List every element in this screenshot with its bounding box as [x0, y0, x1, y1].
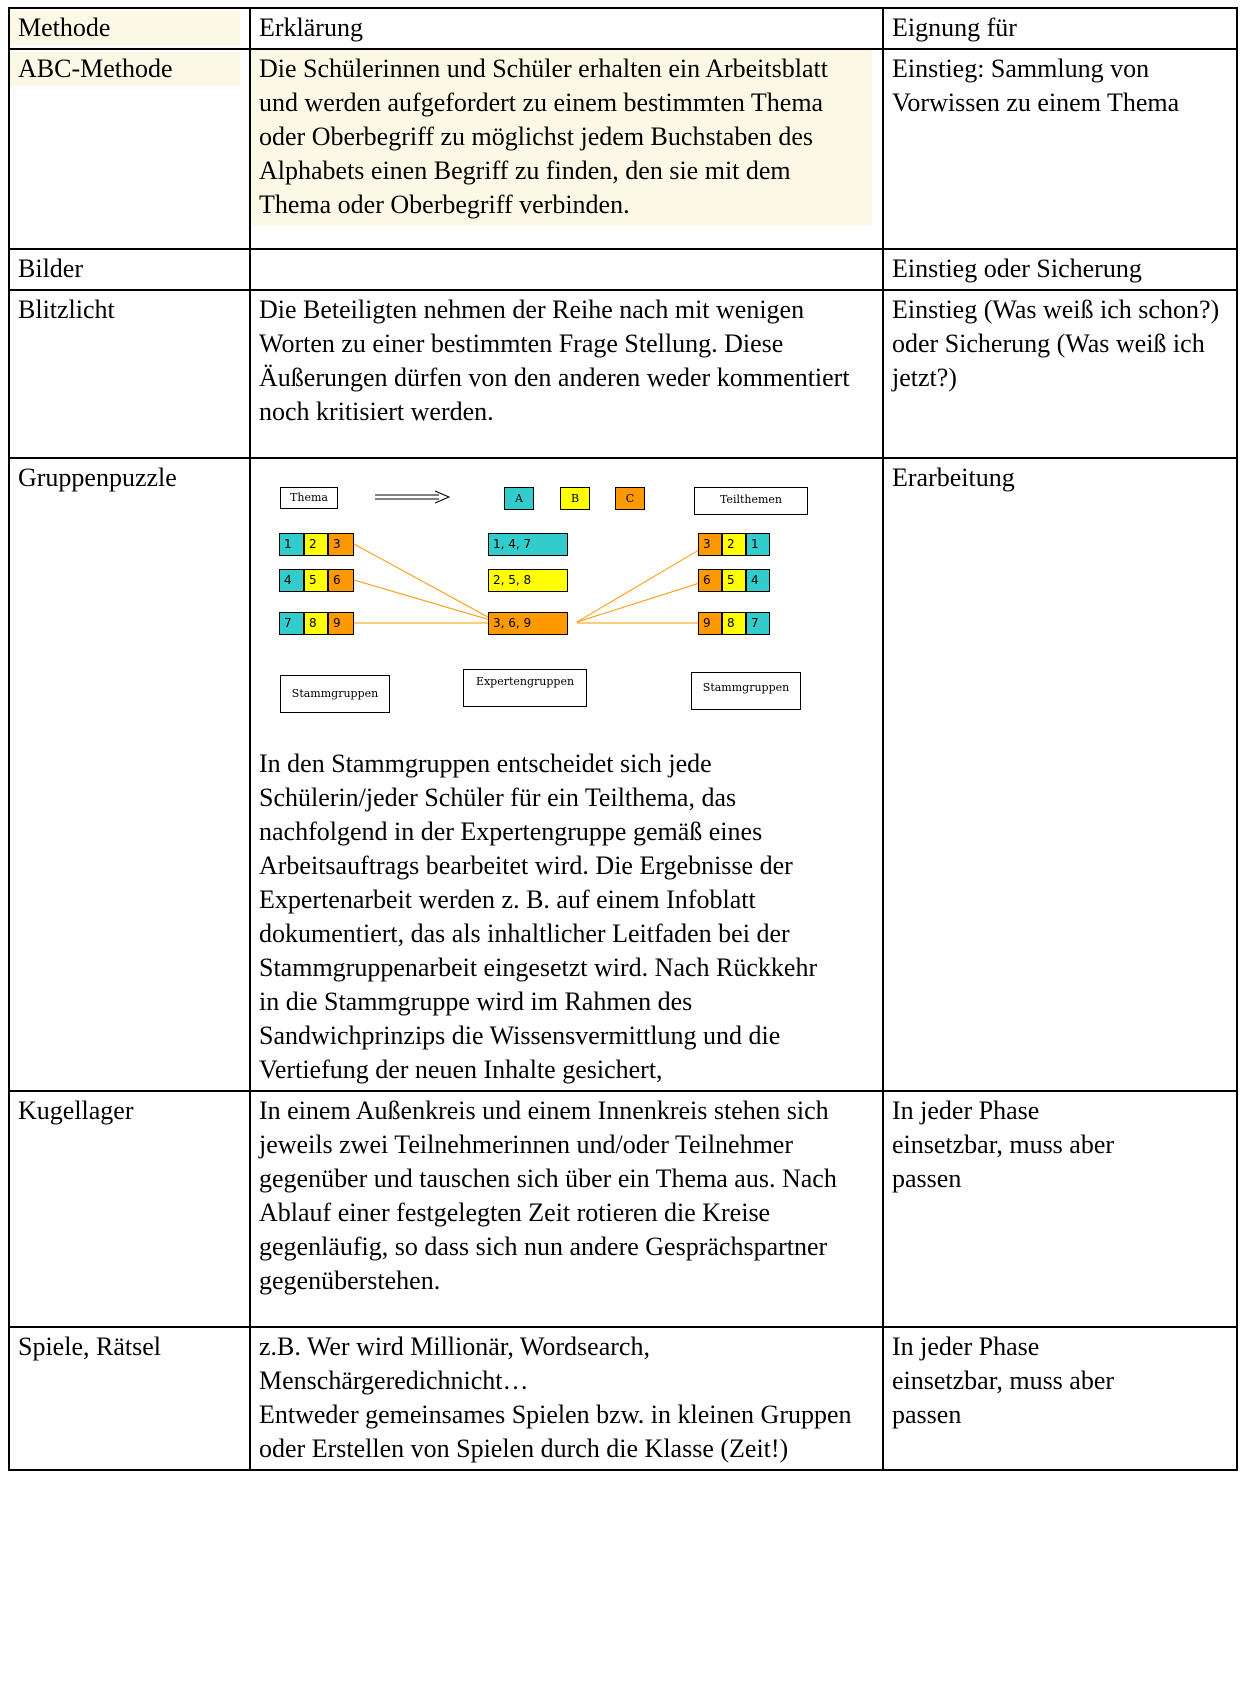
header-cell-explanation [250, 8, 883, 49]
method-name: ABC-Methode [10, 52, 240, 86]
group-cell: 2 [304, 533, 328, 556]
letter-c: C [625, 492, 635, 505]
letter-box-b [560, 487, 590, 510]
header-cell-suitability [883, 8, 1237, 49]
expert-group-box: 2, 5, 8 [488, 569, 568, 592]
expert-group-box: 1, 4, 7 [488, 533, 568, 556]
header-method: Methode [10, 11, 240, 45]
method-name: Spiele, Rätsel [18, 1332, 161, 1361]
suitability-cell [883, 1327, 1237, 1470]
table-row [9, 1091, 1237, 1327]
method-name: Bilder [18, 254, 83, 283]
methods-table [8, 7, 1238, 1471]
method-cell [9, 290, 250, 458]
explanation-text: Die Schülerinnen und Schüler erhalten ein Arbeitsblatt und werden aufgefordert zu einem bestimmten Thema oder Oberbegriff zu möglichst jedem Buchstaben des Alphabets einen Begriff zu finden, den sie mit dem Thema oder Oberbegriff verbinden. [251, 50, 872, 225]
group-cell: 6 [698, 569, 722, 592]
group-cell: 7 [746, 612, 770, 635]
explanation-text: z.B. Wer wird Millionär, Wordsearch, Menschärgeredichnicht… Entweder gemeinsames Spielen bzw. in kleinen Gruppen oder Erstellen von Spielen durch die Klasse (Zeit!) [259, 1332, 852, 1463]
teilthemen-box [694, 487, 808, 515]
method-cell [9, 1327, 250, 1470]
group-cell: 5 [304, 569, 328, 592]
group-cell: 1 [746, 533, 770, 556]
explanation-cell [250, 1327, 883, 1470]
group-cell: 8 [722, 612, 746, 635]
stammgruppen-right-box [691, 672, 801, 710]
table-row [9, 290, 1237, 458]
group-cell: 3 [698, 533, 722, 556]
explanation-cell [250, 249, 883, 290]
group-cell: 3 [328, 533, 354, 556]
group-cell: 9 [698, 612, 722, 635]
teilthemen-label: Teilthemen [719, 493, 783, 506]
group-puzzle-diagram [259, 461, 859, 747]
suitability-text: Erarbeitung [892, 463, 1015, 492]
method-cell [9, 249, 250, 290]
table-row [9, 1327, 1237, 1470]
explanation-text: Die Beteiligten nehmen der Reihe nach mit wenigen Worten zu einer bestimmten Frage Stellung. Diese Äußerungen dürfen von den anderen weder kommentiert noch kritisiert werden. [259, 295, 850, 426]
arrow-icon [375, 491, 449, 503]
header-suitability: Eignung für [892, 13, 1017, 42]
group-cell: 8 [304, 612, 328, 635]
suitability-cell [883, 49, 1237, 249]
header-cell-method [9, 8, 250, 49]
suitability-cell [883, 1091, 1237, 1327]
thema-label: Thema [290, 491, 328, 504]
group-cell: 4 [279, 569, 304, 592]
method-cell [9, 49, 250, 249]
explanation-cell [250, 1091, 883, 1327]
method-name: Blitzlicht [18, 295, 115, 324]
table-row [9, 49, 1237, 249]
suitability-cell [883, 249, 1237, 290]
suitability-text: Einstieg: Sammlung von Vorwissen zu einem Thema [892, 54, 1180, 117]
suitability-text: Einstieg oder Sicherung [892, 254, 1142, 283]
suitability-text: In jeder Phase einsetzbar, muss aber passen [892, 1332, 1115, 1429]
table-row [9, 249, 1237, 290]
suitability-text: Einstieg (Was weiß ich schon?) oder Sicherung (Was weiß ich jetzt?) [892, 295, 1220, 392]
letter-a: A [515, 492, 523, 505]
expert-group-box: 3, 6, 9 [488, 612, 568, 635]
suitability-cell [883, 290, 1237, 458]
group-cell: 5 [722, 569, 746, 592]
table-row [9, 458, 1237, 1091]
suitability-cell [883, 458, 1237, 1091]
letter-box-c [615, 487, 645, 510]
stammgruppen-left-box [280, 675, 390, 713]
suitability-text: In jeder Phase einsetzbar, muss aber passen [892, 1096, 1115, 1193]
explanation-cell [250, 458, 883, 1091]
method-name: Kugellager [18, 1096, 134, 1125]
group-cell: 6 [328, 569, 354, 592]
header-explanation: Erklärung [259, 13, 363, 42]
group-cell: 1 [279, 533, 304, 556]
thema-box [280, 487, 338, 509]
method-cell [9, 458, 250, 1091]
letter-b: B [570, 492, 580, 505]
table-header-row [9, 8, 1237, 49]
group-cell: 7 [279, 612, 304, 635]
method-name: Gruppenpuzzle [18, 463, 177, 492]
group-cell: 9 [328, 612, 354, 635]
explanation-cell [250, 290, 883, 458]
explanation-text: In den Stammgruppen entscheidet sich jede Schülerin/jeder Schüler für ein Teilthema, das nachfolgend in der Expertengruppe gemäß eines Arbeitsauftrags bearbeitet wird. Die Ergebnisse der Expertenarbeit werden z. B. auf einem Infoblatt dokumentiert, das als inhaltlicher Leitfaden bei der Stammgruppenarbeit eingesetzt wird. Nach Rückkehr in die Stammgruppe wird im Rahmen des Sandwichprinzips die Wissensvermittlung und die Vertiefung der neuen Inhalte gesichert, [259, 749, 818, 1084]
explanation-cell [250, 49, 883, 249]
letter-box-a [504, 487, 534, 510]
group-cell: 2 [722, 533, 746, 556]
expertengruppen-label: Expertengruppen [475, 675, 575, 688]
group-cell: 4 [746, 569, 770, 592]
stammgruppen-right-label: Stammgruppen [702, 681, 790, 694]
method-cell [9, 1091, 250, 1327]
expertengruppen-box [463, 669, 587, 707]
stammgruppen-left-label: Stammgruppen [291, 687, 379, 700]
explanation-text: In einem Außenkreis und einem Innenkreis stehen sich jeweils zwei Teilnehmerinnen und/oder Teilnehmer gegenüber und tauschen sich über ein Thema aus. Nach Ablauf einer festgelegten Zeit rotieren die Kreise gegenläufig, so dass sich nun andere Gesprächspartner gegenüberstehen. [259, 1096, 837, 1295]
